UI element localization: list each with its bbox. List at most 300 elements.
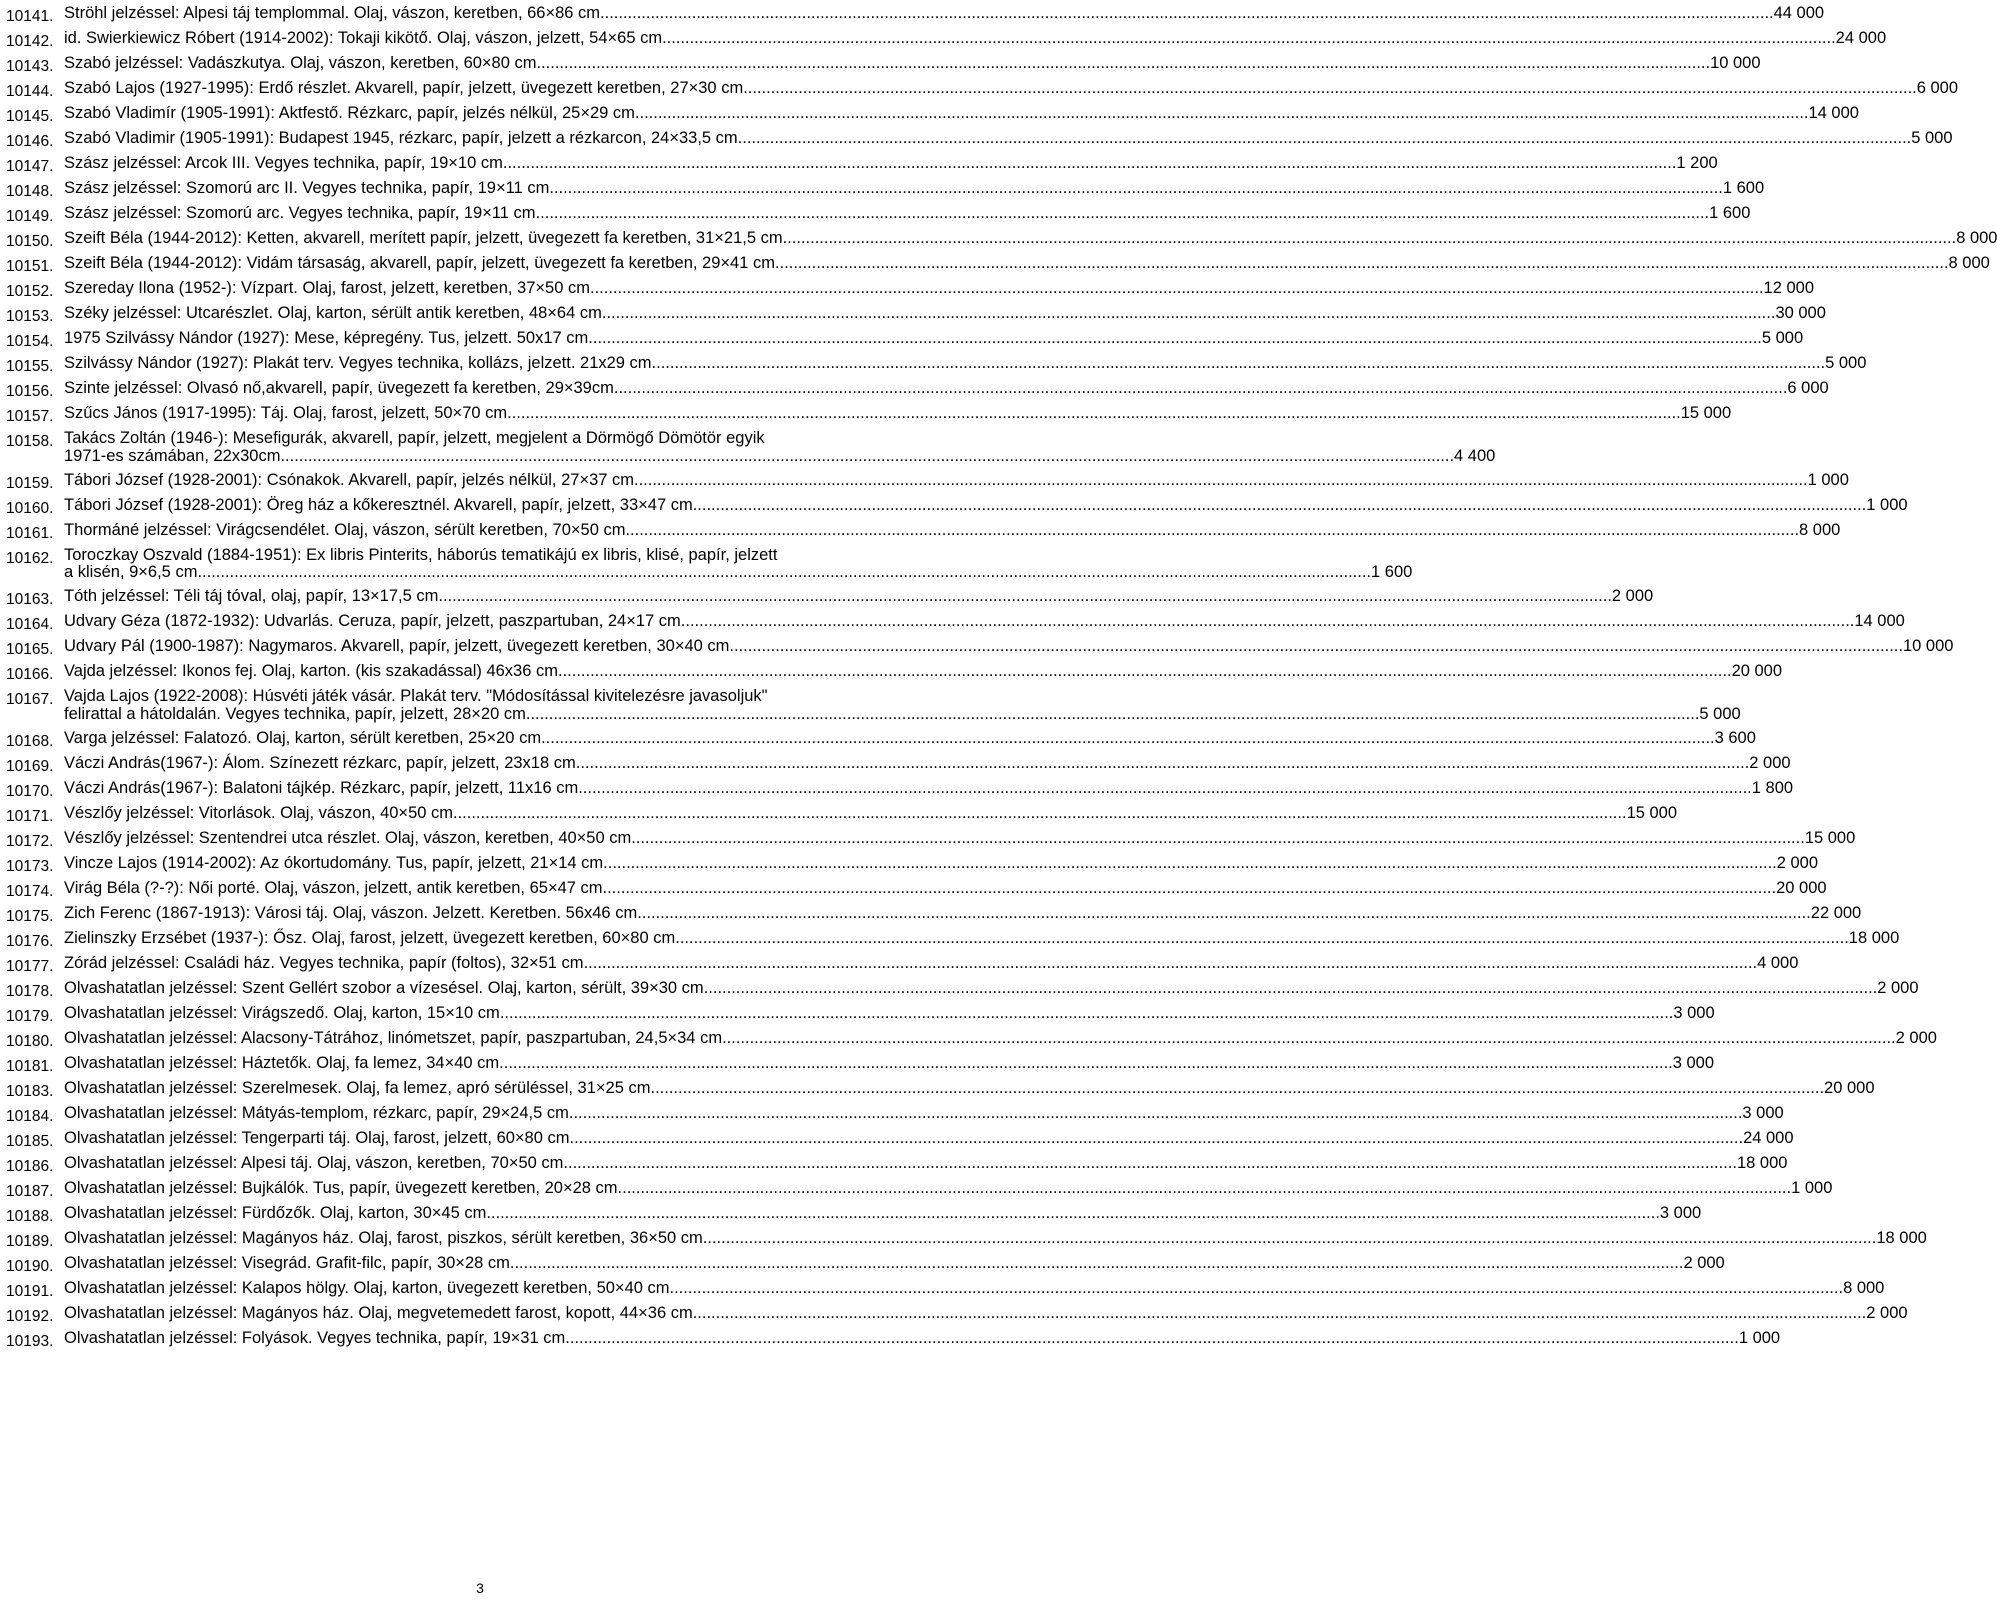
catalog-entry [6, 952, 1799, 977]
lot-description [64, 802, 1677, 826]
dot-leader [704, 980, 1878, 998]
lot-description [64, 685, 1741, 727]
description-line [64, 880, 1827, 898]
catalog-entry [6, 352, 1867, 377]
lot-description [64, 302, 1826, 326]
lot-number: 10154. [6, 333, 54, 350]
lot-description [64, 827, 1855, 851]
lot-description [64, 252, 1990, 276]
catalog-entry [6, 52, 1761, 77]
description-text: Vészlőy jelzéssel: Vitorlások. Olaj, vászon, 40×50 cm [64, 803, 453, 822]
lot-price: 44 000 [1773, 4, 1825, 22]
dot-leader [549, 180, 1723, 198]
lot-description [64, 544, 1412, 586]
lot-description [64, 1277, 1884, 1301]
lot-price: 14 000 [1854, 612, 1905, 630]
description-line [64, 1030, 1937, 1048]
catalog-entry [6, 402, 1732, 427]
description-text: Olvashatatlan jelzéssel: Fürdőzők. Olaj, karton, 30×45 cm [64, 1203, 487, 1222]
catalog-entry [6, 544, 1413, 586]
lot-price: 15 000 [1680, 404, 1732, 422]
catalog-entry [6, 752, 1791, 777]
catalog-entry [6, 469, 1849, 494]
catalog-entry [6, 727, 1756, 752]
description-text: Takács Zoltán (1946-): Mesefigurák, akvarell, papír, jelzett, megjelent a Dörmögő Dömötör egyik [64, 429, 765, 447]
dot-leader [693, 1305, 1867, 1323]
lot-number: 10191. [6, 1282, 54, 1300]
lot-number: 10177. [6, 957, 54, 975]
lot-description [64, 27, 1886, 51]
lot-number: 10179. [6, 1007, 54, 1025]
lot-price: 5 000 [1699, 704, 1741, 723]
description-line [64, 1130, 1794, 1148]
catalog-entry [6, 27, 1887, 52]
catalog-entry [6, 777, 1794, 802]
lot-price: 1 600 [1371, 563, 1413, 581]
lot-number: 10188. [6, 1207, 54, 1225]
lot-description [64, 402, 1731, 426]
description-text: Zórád jelzéssel: Családi ház. Vegyes technika, papír (foltos), 32×51 cm [64, 953, 584, 972]
description-line [64, 855, 1818, 873]
dot-leader [499, 1055, 1673, 1073]
description-line [64, 30, 1886, 48]
lot-description [64, 494, 1908, 518]
catalog-entry [6, 1277, 1885, 1302]
dot-leader [558, 663, 1732, 681]
description-line [64, 688, 1741, 706]
lot-price: 20 000 [1824, 1078, 1875, 1097]
catalog-entry [6, 2, 1825, 27]
description-line [64, 1205, 1701, 1223]
lot-number: 10153. [6, 308, 54, 325]
lot-description [64, 1027, 1937, 1051]
dot-leader [738, 130, 1912, 148]
lot-description [64, 377, 1829, 401]
description-line [64, 1105, 1784, 1123]
lot-price: 5 000 [1825, 354, 1867, 372]
description-text: Szereday Ilona (1952-): Vízpart. Olaj, farost, jelzett, keretben, 37×50 cm [64, 279, 590, 297]
description-line [64, 330, 1803, 348]
lot-price: 8 000 [1843, 1278, 1885, 1297]
description-text: Szász jelzéssel: Arcok III. Vegyes technika, papír, 19×10 cm [64, 154, 503, 172]
lot-price: 20 000 [1731, 662, 1783, 680]
dot-leader [675, 930, 1849, 948]
description-line [64, 930, 1899, 948]
lot-price: 10 000 [1710, 54, 1761, 72]
catalog-entry [6, 1027, 1937, 1052]
description-text: Varga jelzéssel: Falatozó. Olaj, karton, sérült keretben, 25×20 cm [64, 728, 542, 747]
description-line [64, 230, 1997, 248]
lot-price: 18 000 [1876, 1228, 1927, 1247]
lot-price: 3 600 [1714, 728, 1756, 747]
catalog-entry [6, 635, 1954, 660]
catalog-entry [6, 902, 1862, 927]
lot-description [64, 327, 1803, 351]
dot-leader [541, 730, 1715, 748]
catalog-entry [6, 1252, 1725, 1277]
description-text: Szűcs János (1917-1995): Táj. Olaj, farost, jelzett, 50×70 cm [64, 404, 508, 422]
catalog-entry [6, 227, 1997, 252]
dot-leader [652, 355, 1826, 373]
description-text: Toroczkay Oszvald (1884-1951): Ex libris Pinterits, háborús tematikájú ex libris, klisé, papír, jelzett [64, 545, 778, 564]
description-line [64, 638, 1953, 656]
description-text: Ströhl jelzéssel: Alpesi táj templommal. Olaj, vászon, keretben, 66×86 cm [64, 4, 601, 22]
lot-number: 10181. [6, 1057, 54, 1075]
lot-number: 10157. [6, 408, 54, 425]
lot-description [64, 1002, 1715, 1026]
lot-description [64, 852, 1818, 876]
description-text: Olvashatatlan jelzéssel: Mátyás-templom, rézkarc, papír, 29×24,5 cm [64, 1103, 569, 1122]
lot-number: 10158. [6, 433, 54, 450]
lot-price: 2 000 [1877, 978, 1919, 997]
lot-number: 10174. [6, 882, 54, 900]
description-text: Virág Béla (?-?): Női porté. Olaj, vászon, jelzett, antik keretben, 65×47 cm [64, 878, 603, 897]
description-text: Olvashatatlan jelzéssel: Tengerparti táj. Olaj, farost, jelzett, 60×80 cm [64, 1128, 570, 1147]
description-line [64, 564, 1412, 582]
dot-leader [618, 1180, 1792, 1198]
catalog-entry [6, 1327, 1781, 1352]
lot-description [64, 635, 1953, 659]
description-line [64, 1005, 1715, 1023]
catalog-entry [6, 277, 1815, 302]
lot-description [64, 585, 1653, 609]
lot-price: 8 000 [1956, 229, 1997, 247]
dot-leader [537, 55, 1711, 73]
catalog-entry [6, 302, 1826, 327]
lot-number: 10184. [6, 1107, 54, 1125]
description-text: Thormáné jelzéssel: Virágcsendélet. Olaj, vászon, sérült keretben, 70×50 cm [64, 520, 626, 539]
dot-leader [650, 1080, 1824, 1098]
lot-number: 10193. [6, 1332, 54, 1350]
lot-description [64, 1127, 1794, 1151]
catalog-entry [6, 427, 1496, 469]
dot-leader [775, 255, 1949, 273]
lot-price: 1 200 [1676, 154, 1718, 172]
dot-leader [280, 448, 1454, 466]
lot-price: 18 000 [1848, 928, 1900, 947]
dot-leader [576, 755, 1750, 773]
catalog-entry [6, 152, 1718, 177]
catalog-entry [6, 585, 1654, 610]
description-line [64, 472, 1849, 490]
lot-description [64, 277, 1814, 301]
lot-description [64, 102, 1859, 126]
lot-description [64, 152, 1718, 176]
description-line [64, 497, 1908, 515]
description-line [64, 130, 1953, 148]
lot-number: 10144. [6, 83, 54, 100]
description-text: Olvashatatlan jelzéssel: Alacsony-Tátrához, linómetszet, papír, paszpartuban, 24,5×34 cm [64, 1028, 723, 1047]
lot-price: 5 000 [1761, 329, 1804, 347]
lot-description [64, 927, 1899, 951]
lot-price: 4 400 [1454, 446, 1496, 465]
description-text: Szabó Vladimír (1905-1991): Aktfestő. Rézkarc, papír, jelzés nélkül, 25×29 cm [64, 104, 635, 122]
lot-description [64, 77, 1958, 101]
lot-description [64, 519, 1840, 543]
lot-description [64, 902, 1861, 926]
lot-description [64, 977, 1919, 1001]
lot-number: 10189. [6, 1232, 54, 1250]
lot-price: 1 000 [1866, 495, 1908, 514]
dot-leader [603, 880, 1777, 898]
dot-leader [503, 155, 1677, 173]
lot-price: 1 600 [1722, 179, 1765, 197]
dot-leader [507, 405, 1681, 423]
lot-price: 18 000 [1736, 1153, 1788, 1172]
lot-price: 3 000 [1673, 1003, 1715, 1022]
description-text: Szabó Vladimir (1905-1991): Budapest 1945, rézkarc, papír, jelzett a rézkarcon, 24×33,5 cm [64, 129, 738, 147]
lot-number: 10164. [6, 616, 54, 633]
catalog-entry [6, 127, 1953, 152]
description-line [64, 155, 1718, 173]
dot-leader [722, 1030, 1896, 1048]
lot-price: 30 000 [1775, 304, 1826, 322]
lot-price: 14 000 [1808, 104, 1859, 122]
lot-description [64, 427, 1495, 469]
lot-number: 10171. [6, 807, 54, 825]
dot-leader [510, 1255, 1684, 1273]
lot-number: 10143. [6, 58, 54, 75]
description-line [64, 80, 1958, 98]
lot-price: 3 000 [1659, 1203, 1702, 1222]
description-text: Olvashatatlan jelzéssel: Magányos ház. Olaj, farost, piszkos, sérült keretben, 36×50 cm [64, 1228, 703, 1247]
dot-leader [526, 706, 1700, 724]
lot-description [64, 469, 1849, 493]
catalog-entry [6, 660, 1783, 685]
lot-description [64, 177, 1764, 201]
lot-description [64, 877, 1827, 901]
catalog-entry [6, 802, 1678, 827]
description-text: Váczi András(1967-): Álom. Színezett rézkarc, papír, jelzett, 23x18 cm [64, 753, 576, 772]
description-text: Udvary Géza (1872-1932): Udvarlás. Ceruza, papír, jelzett, paszpartuban, 24×17 cm [64, 612, 681, 630]
catalog-entry [6, 102, 1859, 127]
description-line [64, 355, 1866, 373]
catalog-entry [6, 1152, 1788, 1177]
description-line [64, 547, 1412, 565]
dot-leader [565, 1330, 1739, 1348]
description-line [64, 755, 1791, 773]
description-text: Olvashatatlan jelzéssel: Folyások. Vegyes technika, papír, 19×31 cm [64, 1328, 566, 1347]
description-text: Olvashatatlan jelzéssel: Kalapos hölgy. Olaj, karton, üvegezett keretben, 50×40 cm [64, 1278, 670, 1297]
lot-number: 10155. [6, 358, 54, 375]
dot-leader [625, 522, 1799, 540]
lot-description [64, 52, 1761, 76]
lot-price: 8 000 [1799, 520, 1841, 539]
description-line [64, 1330, 1780, 1348]
lot-description [64, 202, 1750, 226]
lot-description [64, 1052, 1714, 1076]
description-text: Szabó jelzéssel: Vadászkutya. Olaj, vászon, keretben, 60×80 cm [64, 54, 537, 72]
lot-price: 6 000 [1916, 79, 1959, 97]
description-text: a klisén, 9×6,5 cm [64, 563, 198, 581]
description-text: Olvashatatlan jelzéssel: Szent Gellért szobor a vízesésel. Olaj, karton, sérült, 39×30 cm [64, 978, 704, 997]
description-text: 1975 Szilvássy Nándor (1927): Mese, képregény. Tus, jelzett. 50x17 cm [64, 329, 589, 347]
lot-number: 10166. [6, 666, 54, 683]
lot-description [64, 777, 1793, 801]
lot-number: 10169. [6, 757, 54, 775]
catalog-entry [6, 1077, 1875, 1102]
catalog-entry [6, 827, 1856, 852]
dot-leader [662, 30, 1836, 48]
lot-price: 12 000 [1763, 279, 1815, 297]
dot-leader [584, 955, 1758, 973]
description-line [64, 1255, 1725, 1273]
description-line [64, 5, 1824, 23]
description-line [64, 1305, 1908, 1323]
lot-price: 22 000 [1810, 903, 1862, 922]
description-line [64, 663, 1782, 681]
description-line [64, 588, 1653, 606]
dot-leader [637, 905, 1811, 923]
lot-number: 10190. [6, 1257, 54, 1275]
catalog-entry [6, 177, 1765, 202]
catalog-entry [6, 685, 1741, 727]
lot-description [64, 1202, 1701, 1226]
catalog-entry [6, 377, 1829, 402]
description-text: Olvashatatlan jelzéssel: Alpesi táj. Olaj, vászon, keretben, 70×50 cm [64, 1153, 564, 1172]
dot-leader [536, 205, 1710, 223]
lot-number: 10167. [6, 691, 54, 708]
lot-description [64, 752, 1791, 776]
lot-description [64, 1327, 1780, 1351]
lot-number: 10161. [6, 524, 54, 542]
lot-description [64, 227, 1997, 251]
description-text: Olvashatatlan jelzéssel: Szerelmesek. Olaj, fa lemez, apró sérüléssel, 31×25 cm [64, 1078, 651, 1097]
lot-description [64, 952, 1798, 976]
description-line [64, 1230, 1927, 1248]
description-text: Olvashatatlan jelzéssel: Háztetők. Olaj, fa lemez, 34×40 cm [64, 1053, 500, 1072]
description-line [64, 1155, 1787, 1173]
description-line [64, 522, 1840, 540]
description-line [64, 830, 1855, 848]
description-text: 1971-es számában, 22x30cm [64, 446, 281, 465]
description-text: Vincze Lajos (1914-2002): Az ókortudomány. Tus, papír, jelzett, 21×14 cm [64, 853, 604, 872]
description-text: Tábori József (1928-2001): Csónakok. Akvarell, papír, jelzés nélkül, 27×37 cm [64, 470, 635, 489]
lot-price: 4 000 [1757, 953, 1799, 972]
description-text: Szász jelzéssel: Szomorú arc II. Vegyes technika, papír, 19×11 cm [64, 179, 550, 197]
lot-price: 3 000 [1672, 1053, 1715, 1072]
dot-leader [453, 805, 1627, 823]
description-text: Szeift Béla (1944-2012): Ketten, akvarell, merített papír, jelzett, üvegezett fa keretben, 31×21,5 cm [64, 229, 783, 247]
dot-leader [600, 5, 1774, 23]
dot-leader [681, 613, 1855, 631]
lot-number: 10173. [6, 857, 54, 875]
catalog-entry [6, 1177, 1833, 1202]
lot-number: 10149. [6, 208, 54, 225]
description-text: id. Swierkiewicz Róbert (1914-2002): Tokaji kikötő. Olaj, vászon, jelzett, 54×65 cm [64, 29, 663, 47]
dot-leader [486, 1205, 1660, 1223]
page-number: 3 [476, 1580, 484, 1596]
dot-leader [614, 380, 1788, 398]
lot-price: 2 000 [1611, 587, 1654, 605]
dot-leader [590, 280, 1764, 298]
catalog-entry [6, 610, 1905, 635]
lot-description [64, 610, 1905, 634]
catalog-entry [6, 1302, 1908, 1327]
lot-price: 24 000 [1835, 29, 1887, 47]
lot-price: 2 000 [1749, 753, 1791, 772]
dot-leader [670, 1280, 1844, 1298]
lot-number: 10176. [6, 932, 54, 950]
catalog-entry [6, 494, 1908, 519]
lot-number: 10145. [6, 108, 54, 125]
description-line [64, 1080, 1875, 1098]
lot-description [64, 1227, 1927, 1251]
description-line [64, 730, 1756, 748]
catalog-entry [6, 327, 1804, 352]
dot-leader [703, 1230, 1877, 1248]
lot-description [64, 127, 1953, 151]
catalog-entry [6, 519, 1841, 544]
description-line [64, 1055, 1714, 1073]
description-text: Olvashatatlan jelzéssel: Magányos ház. Olaj, megvetemedett farost, kopott, 44×36 cm [64, 1303, 693, 1322]
lot-price: 15 000 [1804, 828, 1856, 847]
lot-number: 10165. [6, 641, 54, 658]
lot-number: 10142. [6, 33, 54, 50]
description-line [64, 380, 1829, 398]
description-line [64, 905, 1861, 923]
lot-number: 10147. [6, 158, 54, 175]
catalog-entry [6, 1202, 1702, 1227]
catalog-list [6, 2, 1997, 1352]
catalog-entry [6, 1127, 1794, 1152]
description-text: Vajda Lajos (1922-2008): Húsvéti játék vásár. Plakát terv. "Módosítással kivitelezésre javasoljuk" [64, 687, 768, 705]
lot-description [64, 1077, 1875, 1101]
dot-leader [438, 588, 1612, 606]
description-text: Udvary Pál (1900-1987): Nagymaros. Akvarell, papír, jelzett, üvegezett keretben, 30×40 cm [64, 637, 730, 655]
dot-leader [729, 638, 1903, 656]
description-line [64, 180, 1764, 198]
description-text: Olvashatatlan jelzéssel: Bujkálók. Tus, papír, üvegezett keretben, 20×28 cm [64, 1178, 618, 1197]
description-line [64, 706, 1741, 724]
lot-number: 10159. [6, 474, 54, 492]
lot-price: 1 000 [1791, 1178, 1833, 1197]
dot-leader [743, 80, 1917, 98]
description-line [64, 980, 1919, 998]
dot-leader [500, 1005, 1674, 1023]
dot-leader [578, 780, 1752, 798]
description-text: Szilvássy Nándor (1927): Plakát terv. Vegyes technika, kollázs, jelzett. 21x29 cm [64, 354, 652, 372]
dot-leader [603, 855, 1777, 873]
description-line [64, 1180, 1832, 1198]
catalog-entry [6, 877, 1827, 902]
dot-leader [569, 1105, 1743, 1123]
catalog-entry [6, 77, 1959, 102]
lot-number: 10183. [6, 1082, 54, 1100]
lot-price: 2 000 [1895, 1028, 1937, 1047]
lot-description [64, 352, 1866, 376]
dot-leader [570, 1130, 1744, 1148]
lot-price: 15 000 [1626, 803, 1678, 822]
description-line [64, 105, 1859, 123]
lot-price: 2 000 [1776, 853, 1819, 872]
lot-number: 10160. [6, 499, 54, 517]
description-text: Váczi András(1967-): Balatoni tájkép. Rézkarc, papír, jelzett, 11x16 cm [64, 778, 579, 797]
catalog-entry [6, 977, 1919, 1002]
description-text: Tóth jelzéssel: Téli táj tóval, olaj, papír, 13×17,5 cm [64, 587, 439, 605]
description-text: Vajda jelzéssel: Ikonos fej. Olaj, karton. (kis szakadással) 46x36 cm [64, 662, 558, 680]
lot-description [64, 1102, 1784, 1126]
dot-leader [783, 230, 1957, 248]
description-text: Zielinszky Erzsébet (1937-): Ősz. Olaj, farost, jelzett, üvegezett keretben, 60×80 cm [64, 928, 676, 947]
lot-number: 10180. [6, 1032, 54, 1050]
catalog-entry [6, 1227, 1927, 1252]
lot-number: 10172. [6, 832, 54, 850]
lot-number: 10192. [6, 1307, 54, 1325]
description-text: Szász jelzéssel: Szomorú arc. Vegyes technika, papír, 19×11 cm [64, 204, 536, 222]
lot-number: 10162. [6, 549, 54, 567]
description-text: Zich Ferenc (1867-1913): Városi táj. Olaj, vászon. Jelzett. Keretben. 56x46 cm [64, 903, 638, 922]
